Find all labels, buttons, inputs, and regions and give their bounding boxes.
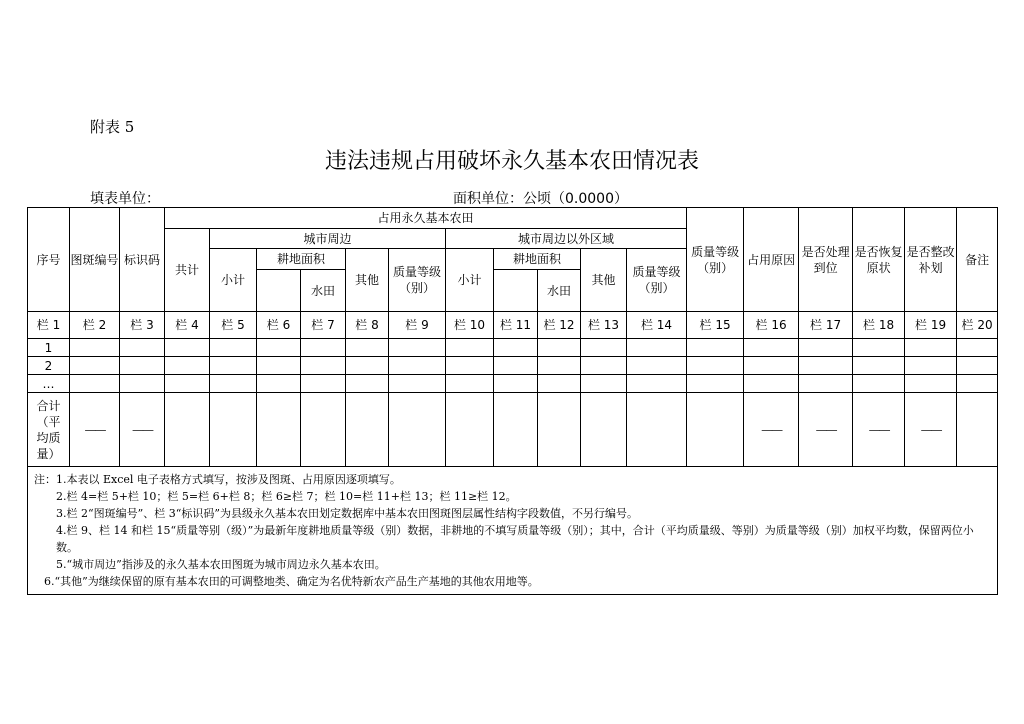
colnum-cell: 栏 11 [494, 312, 538, 339]
colnum-cell: 栏 17 [799, 312, 853, 339]
header-urban-paddy: 水田 [301, 270, 346, 312]
notes-cell [28, 467, 998, 595]
colnum-cell: 栏 4 [165, 312, 210, 339]
fill-unit-text: 填表单位： [90, 191, 160, 207]
header-occupied: 占用永久基本农田 [165, 208, 687, 229]
dash-cell: —— [799, 393, 853, 467]
table-row [28, 339, 998, 357]
header-id-code: 标识码 [120, 208, 165, 312]
row-label: 1 [28, 339, 70, 357]
farmland-table [27, 207, 998, 595]
header-restored: 是否恢复原状 [853, 208, 905, 312]
header-urban: 城市周边 [210, 229, 446, 249]
header-plot-no: 图斑编号 [70, 208, 120, 312]
colnum-cell: 栏 20 [957, 312, 998, 339]
header-nonurban-paddy: 水田 [538, 270, 581, 312]
colnum-cell: 栏 15 [687, 312, 744, 339]
header-nonurban-other: 其他 [581, 249, 627, 312]
note-line: 注：1.本表以 Excel 电子表格方式填写，按涉及图斑、占用原因逐项填写。 [34, 473, 401, 486]
dash-cell: —— [120, 393, 165, 467]
fill-unit-label [90, 188, 160, 208]
note-line: 5.“城市周边”指涉及的永久基本农田图斑为城市周边永久基本农田。 [56, 558, 386, 571]
colnum-cell: 栏 1 [28, 312, 70, 339]
annex-label: 附表 5 [90, 118, 135, 136]
column-number-row [28, 312, 998, 339]
colnum-cell: 栏 16 [744, 312, 799, 339]
header-non-urban: 城市周边以外区域 [446, 229, 687, 249]
header-reason: 占用原因 [744, 208, 799, 312]
header-nonurban-cultivated-blank [494, 270, 538, 312]
note-line: 2.栏 4=栏 5+栏 10；栏 5=栏 6+栏 8；栏 6≥栏 7；栏 10=栏 11+栏 13；栏 11≥栏 12。 [56, 490, 517, 503]
colnum-cell: 栏 18 [853, 312, 905, 339]
colnum-cell: 栏 8 [346, 312, 389, 339]
colnum-cell: 栏 12 [538, 312, 581, 339]
dash-cell: —— [905, 393, 957, 467]
header-row-1 [28, 208, 998, 229]
header-quality-15: 质量等级（别） [687, 208, 744, 312]
table-row [28, 357, 998, 375]
dash-cell: —— [744, 393, 799, 467]
colnum-cell: 栏 6 [257, 312, 301, 339]
header-total: 共计 [165, 229, 210, 312]
notes-row [28, 467, 998, 595]
header-remarks: 备注 [957, 208, 998, 312]
header-urban-cultivated: 耕地面积 [257, 249, 346, 270]
header-urban-cultivated-blank [257, 270, 301, 312]
header-handled: 是否处理到位 [799, 208, 853, 312]
colnum-cell: 栏 19 [905, 312, 957, 339]
header-nonurban-subtotal: 小计 [446, 249, 494, 312]
colnum-cell: 栏 13 [581, 312, 627, 339]
colnum-cell: 栏 9 [389, 312, 446, 339]
colnum-cell: 栏 3 [120, 312, 165, 339]
row-label: … [28, 375, 70, 393]
area-unit-label [453, 188, 628, 208]
note-line: 3.栏 2“图斑编号”、栏 3“标识码”为县级永久基本农田划定数据库中基本农田图斑图层属性结构字段数值，不另行编号。 [56, 507, 638, 520]
colnum-cell: 栏 14 [627, 312, 687, 339]
header-urban-quality: 质量等级（别） [389, 249, 446, 312]
note-line: 6.“其他”为继续保留的原有基本农田的可调整地类、确定为名优特新农产品生产基地的其他农用地等。 [44, 575, 539, 588]
header-seq: 序号 [28, 208, 70, 312]
colnum-cell: 栏 5 [210, 312, 257, 339]
page-title: 违法违规占用破坏永久基本农田情况表 [324, 149, 699, 174]
table-row [28, 375, 998, 393]
colnum-cell: 栏 10 [446, 312, 494, 339]
dash-cell: —— [853, 393, 905, 467]
row-label: 2 [28, 357, 70, 375]
header-urban-subtotal: 小计 [210, 249, 257, 312]
header-nonurban-quality: 质量等级（别） [627, 249, 687, 312]
colnum-cell: 栏 2 [70, 312, 120, 339]
total-row-label: 合计（平均质量） [28, 393, 70, 467]
total-row [28, 393, 998, 467]
area-unit-text: 面积单位：公顷（0.0000） [453, 191, 628, 207]
dash-cell: —— [70, 393, 120, 467]
header-compensate: 是否整改补划 [905, 208, 957, 312]
header-nonurban-cultivated: 耕地面积 [494, 249, 581, 270]
header-urban-other: 其他 [346, 249, 389, 312]
colnum-cell: 栏 7 [301, 312, 346, 339]
note-line: 4.栏 9、栏 14 和栏 15“质量等别（级）”为最新年度耕地质量等级（别）数据，非耕地的不填写质量等级（别）；其中，合计（平均质量级、等别）为质量等级（别）加权平均数，保留两位小数。 [56, 524, 974, 554]
